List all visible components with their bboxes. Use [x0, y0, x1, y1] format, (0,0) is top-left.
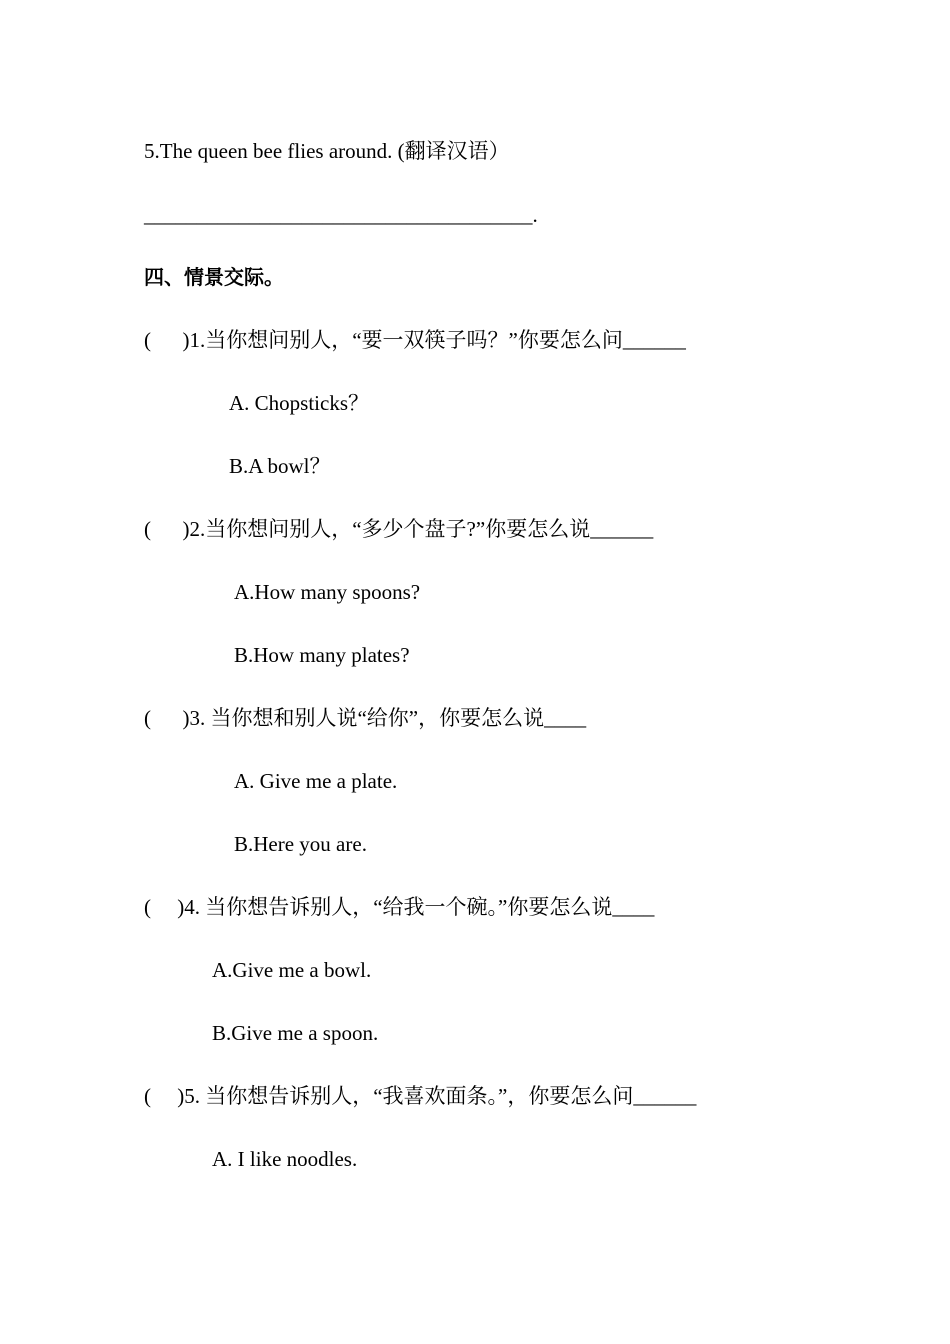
question-2-stem: ( )2.当你想问别人，“多少个盘子?”你要怎么说______ — [144, 517, 654, 541]
question-2-option-b: B.How many plates? — [234, 643, 410, 667]
section-title: 四、情景交际。 — [144, 265, 284, 289]
question-4-option-b: B.Give me a spoon. — [212, 1021, 379, 1045]
question-4-option-a: A.Give me a bowl. — [212, 958, 372, 982]
question-3-stem: ( )3. 当你想和别人说“给你”，你要怎么说____ — [144, 706, 587, 730]
question-1-option-a: A. Chopsticks？ — [229, 391, 370, 415]
answer-blank-line: _____________________________________. — [144, 203, 538, 227]
question-5-text: 5.The queen bee flies around. (翻译汉语） — [144, 139, 510, 163]
question-5-option-a: A. I like noodles. — [212, 1147, 358, 1171]
question-3-option-a: A. Give me a plate. — [234, 769, 398, 793]
question-3-option-b: B.Here you are. — [234, 832, 367, 856]
question-2-option-a: A.How many spoons? — [234, 580, 421, 604]
question-1-option-b: B.A bowl？ — [229, 454, 331, 478]
question-4-stem: ( )4. 当你想告诉别人，“给我一个碗。”你要怎么说____ — [144, 895, 655, 919]
question-1-stem: ( )1.当你想问别人，“要一双筷子吗？”你要怎么问______ — [144, 328, 686, 352]
question-5-stem: ( )5. 当你想告诉别人，“我喜欢面条。”，你要怎么问______ — [144, 1084, 697, 1108]
